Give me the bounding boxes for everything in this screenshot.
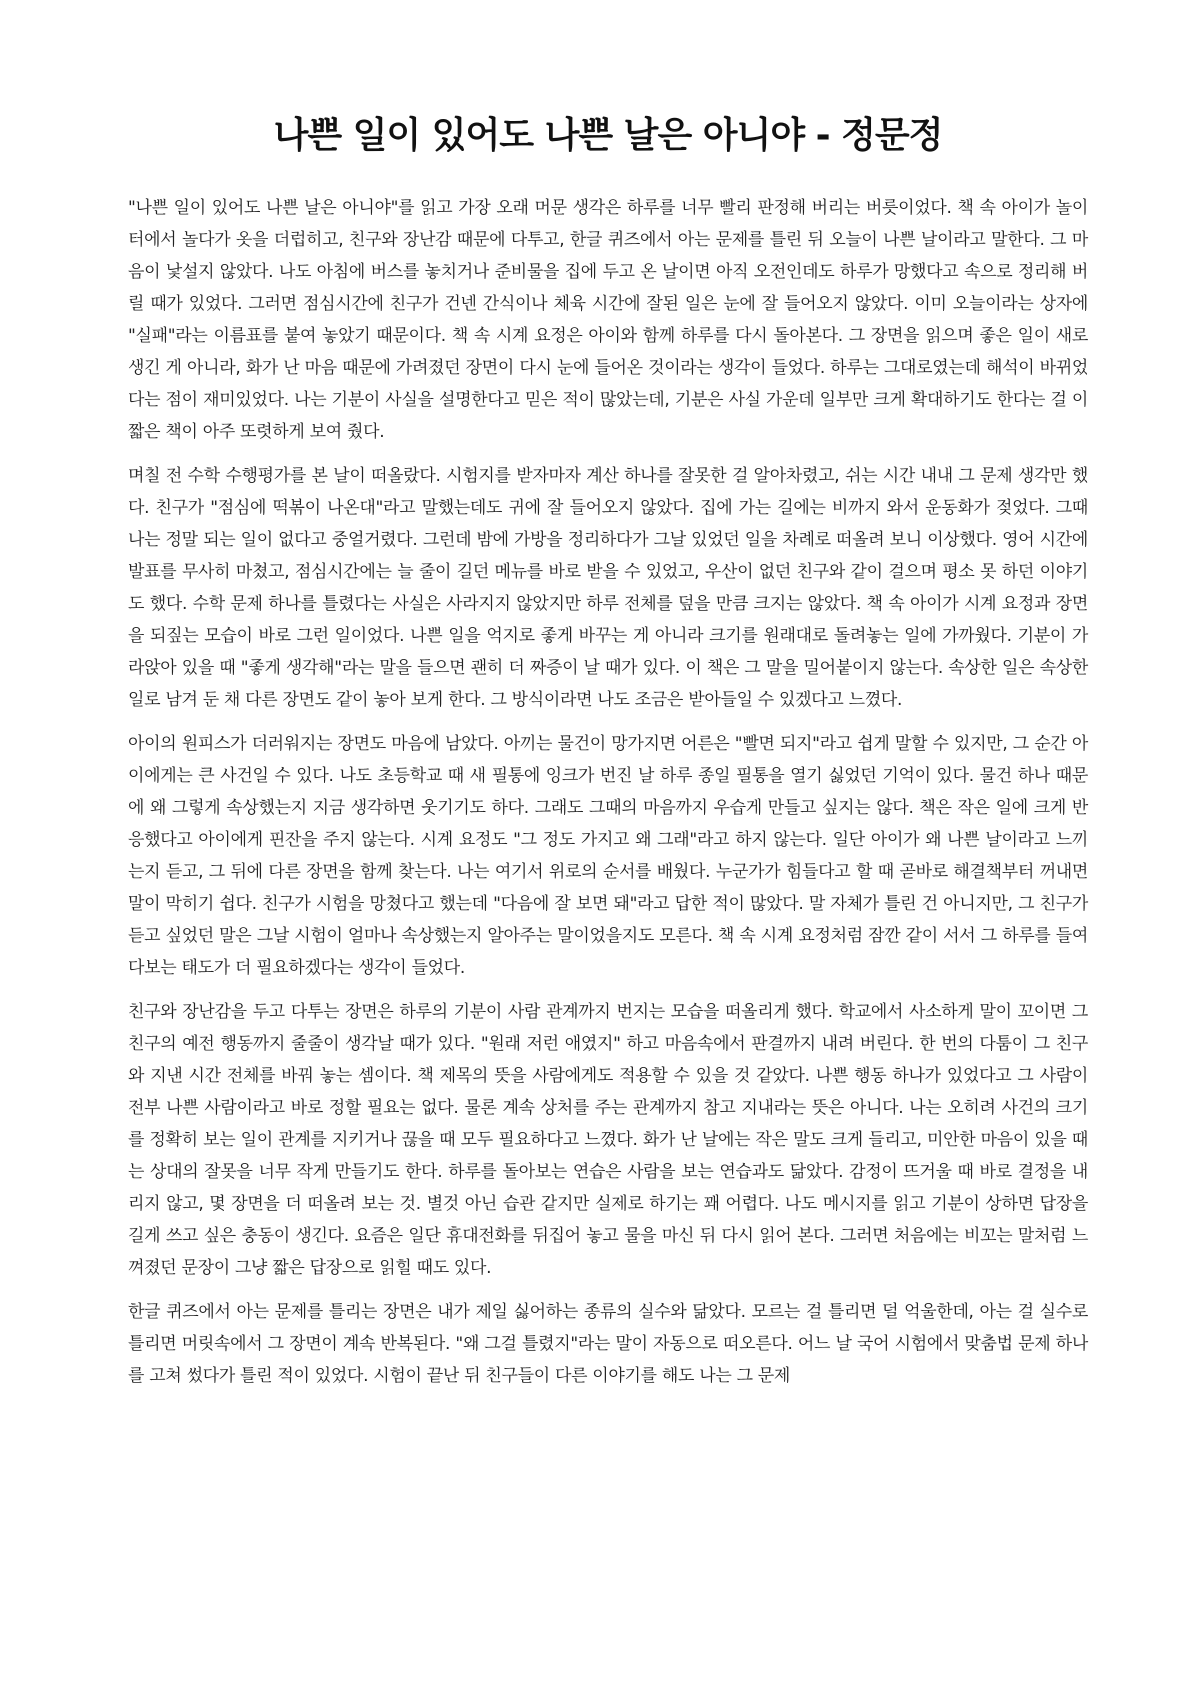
paragraph-2: 며칠 전 수학 수행평가를 본 날이 떠올랐다. 시험지를 받자마자 계산 하나를 잘못한 걸 알아차렸고, 쉬는 시간 내내 그 문제 생각만 했다. 친구가 "점심에 떡볶이 나온대"라고 말했는데도 귀에 잘 들어오지 않았다. 집에 가는 길에는 비까지 와서 운동화가 젖었다. 그때 나는 정말 되는 일이 없다고 중얼거렸다. 그런데 밤에 가방을 정리하다가 그날 있었던 일을 차례로 떠올려 보니 이상했다. 영어 시간에 발표를 무사히 마쳤고, 점심시간에는 늘 줄이 길던 메뉴를 바로 받을 수 있었고, 우산이 없던 친구와 같이 걸으며 평소 못 하던 이야기도 했다. 수학 문제 하나를 틀렸다는 사실은 사라지지 않았지만 하루 전체를 덮을 만큼 크지는 않았다. 책 속 아이가 시계 요정과 장면을 되짚는 모습이 바로 그런 일이었다. 나쁜 일을 억지로 좋게 바꾸는 게 아니라 크기를 원래대로 돌려놓는 일에 가까웠다. 기분이 가라앉아 있을 때 "좋게 생각해"라는 말을 들으면 괜히 더 짜증이 날 때가 있다. 이 책은 그 말을 밀어붙이지 않는다. 속상한 일은 속상한 일로 남겨 둔 채 다른 장면도 같이 놓아 보게 한다. 그 방식이라면 나도 조금은 받아들일 수 있겠다고 느꼈다. — [128, 466, 1088, 710]
paragraph-5: 한글 퀴즈에서 아는 문제를 틀리는 장면은 내가 제일 싫어하는 종류의 실수와 닮았다. 모르는 걸 틀리면 덜 억울한데, 아는 걸 실수로 틀리면 머릿속에서 그 장면이 계속 반복된다. "왜 그걸 틀렸지"라는 말이 자동으로 떠오른다. 어느 날 국어 시험에서 맞춤법 문제 하나를 고쳐 썼다가 틀린 적이 있었다. 시험이 끝난 뒤 친구들이 다른 이야기를 해도 나는 그 문제 — [128, 1302, 1088, 1386]
paragraph-1: "나쁜 일이 있어도 나쁜 날은 아니야"를 읽고 가장 오래 머문 생각은 하루를 너무 빨리 판정해 버리는 버릇이었다. 책 속 아이가 놀이터에서 놀다가 옷을 더럽히고, 친구와 장난감 때문에 다투고, 한글 퀴즈에서 아는 문제를 틀린 뒤 오늘이 나쁜 날이라고 말한다. 그 마음이 낯설지 않았다. 나도 아침에 버스를 놓치거나 준비물을 집에 두고 온 날이면 아직 오전인데도 하루가 망했다고 속으로 정리해 버릴 때가 있었다. 그러면 점심시간에 친구가 건넨 간식이나 체육 시간에 잘된 일은 눈에 잘 들어오지 않았다. 이미 오늘이라는 상자에 "실패"라는 이름표를 붙여 놓았기 때문이다. 책 속 시계 요정은 아이와 함께 하루를 다시 돌아본다. 그 장면을 읽으며 좋은 일이 새로 생긴 게 아니라, 화가 난 마음 때문에 가려졌던 장면이 다시 눈에 들어온 것이라는 생각이 들었다. 하루는 그대로였는데 해석이 바뀌었다는 점이 재미있었다. 나는 기분이 사실을 설명한다고 믿은 적이 많았는데, 기분은 사실 가운데 일부만 크게 확대하기도 한다는 걸 이 짧은 책이 아주 또렷하게 보여 줬다. — [128, 198, 1089, 442]
paragraph-3: 아이의 원피스가 더러워지는 장면도 마음에 남았다. 아끼는 물건이 망가지면 어른은 "빨면 되지"라고 쉽게 말할 수 있지만, 그 순간 아이에게는 큰 사건일 수 있다. 나도 초등학교 때 새 필통에 잉크가 번진 날 하루 종일 필통을 열기 싫었던 기억이 있다. 물건 하나 때문에 왜 그렇게 속상했는지 지금 생각하면 웃기기도 하다. 그래도 그때의 마음까지 우습게 만들고 싶지는 않다. 책은 작은 일에 크게 반응했다고 아이에게 핀잔을 주지 않는다. 시계 요정도 "그 정도 가지고 왜 그래"라고 하지 않는다. 일단 아이가 왜 나쁜 날이라고 느끼는지 듣고, 그 뒤에 다른 장면을 함께 찾는다. 나는 여기서 위로의 순서를 배웠다. 누군가가 힘들다고 할 때 곧바로 해결책부터 꺼내면 말이 막히기 쉽다. 친구가 시험을 망쳤다고 했는데 "다음에 잘 보면 돼"라고 답한 적이 많았다. 말 자체가 틀린 건 아니지만, 그 친구가 듣고 싶었던 말은 그날 시험이 얼마나 속상했는지 알아주는 말이었을지도 모른다. 책 속 시계 요정처럼 잠깐 같이 서서 그 하루를 들여다보는 태도가 더 필요하겠다는 생각이 들었다. — [128, 734, 1088, 978]
paragraph-4: 친구와 장난감을 두고 다투는 장면은 하루의 기분이 사람 관계까지 번지는 모습을 떠올리게 했다. 학교에서 사소하게 말이 꼬이면 그 친구의 예전 행동까지 줄줄이 생각날 때가 있다. "원래 저런 애였지" 하고 마음속에서 판결까지 내려 버린다. 한 번의 다툼이 그 친구와 지낸 시간 전체를 바꿔 놓는 셈이다. 책 제목의 뜻을 사람에게도 적용할 수 있을 것 같았다. 나쁜 행동 하나가 있었다고 그 사람이 전부 나쁜 사람이라고 바로 정할 필요는 없다. 물론 계속 상처를 주는 관계까지 참고 지내라는 뜻은 아니다. 나는 오히려 사건의 크기를 정확히 보는 일이 관계를 지키거나 끊을 때 모두 필요하다고 느꼈다. 화가 난 날에는 작은 말도 크게 들리고, 미안한 마음이 있을 때는 상대의 잘못을 너무 작게 만들기도 한다. 하루를 돌아보는 연습은 사람을 보는 연습과도 닮았다. 감정이 뜨거울 때 바로 결정을 내리지 않고, 몇 장면을 더 떠올려 보는 것. 별것 아닌 습관 같지만 실제로 하기는 꽤 어렵다. 나도 메시지를 읽고 기분이 상하면 답장을 길게 쓰고 싶은 충동이 생긴다. 요즘은 일단 휴대전화를 뒤집어 놓고 물을 마신 뒤 다시 읽어 본다. 그러면 처음에는 비꼬는 말처럼 느껴졌던 문장이 그냥 짧은 답장으로 읽힐 때도 있다. — [128, 1002, 1088, 1278]
document-title: 나쁜 일이 있어도 나쁜 날은 아니야 - 정문정 — [273, 115, 943, 156]
